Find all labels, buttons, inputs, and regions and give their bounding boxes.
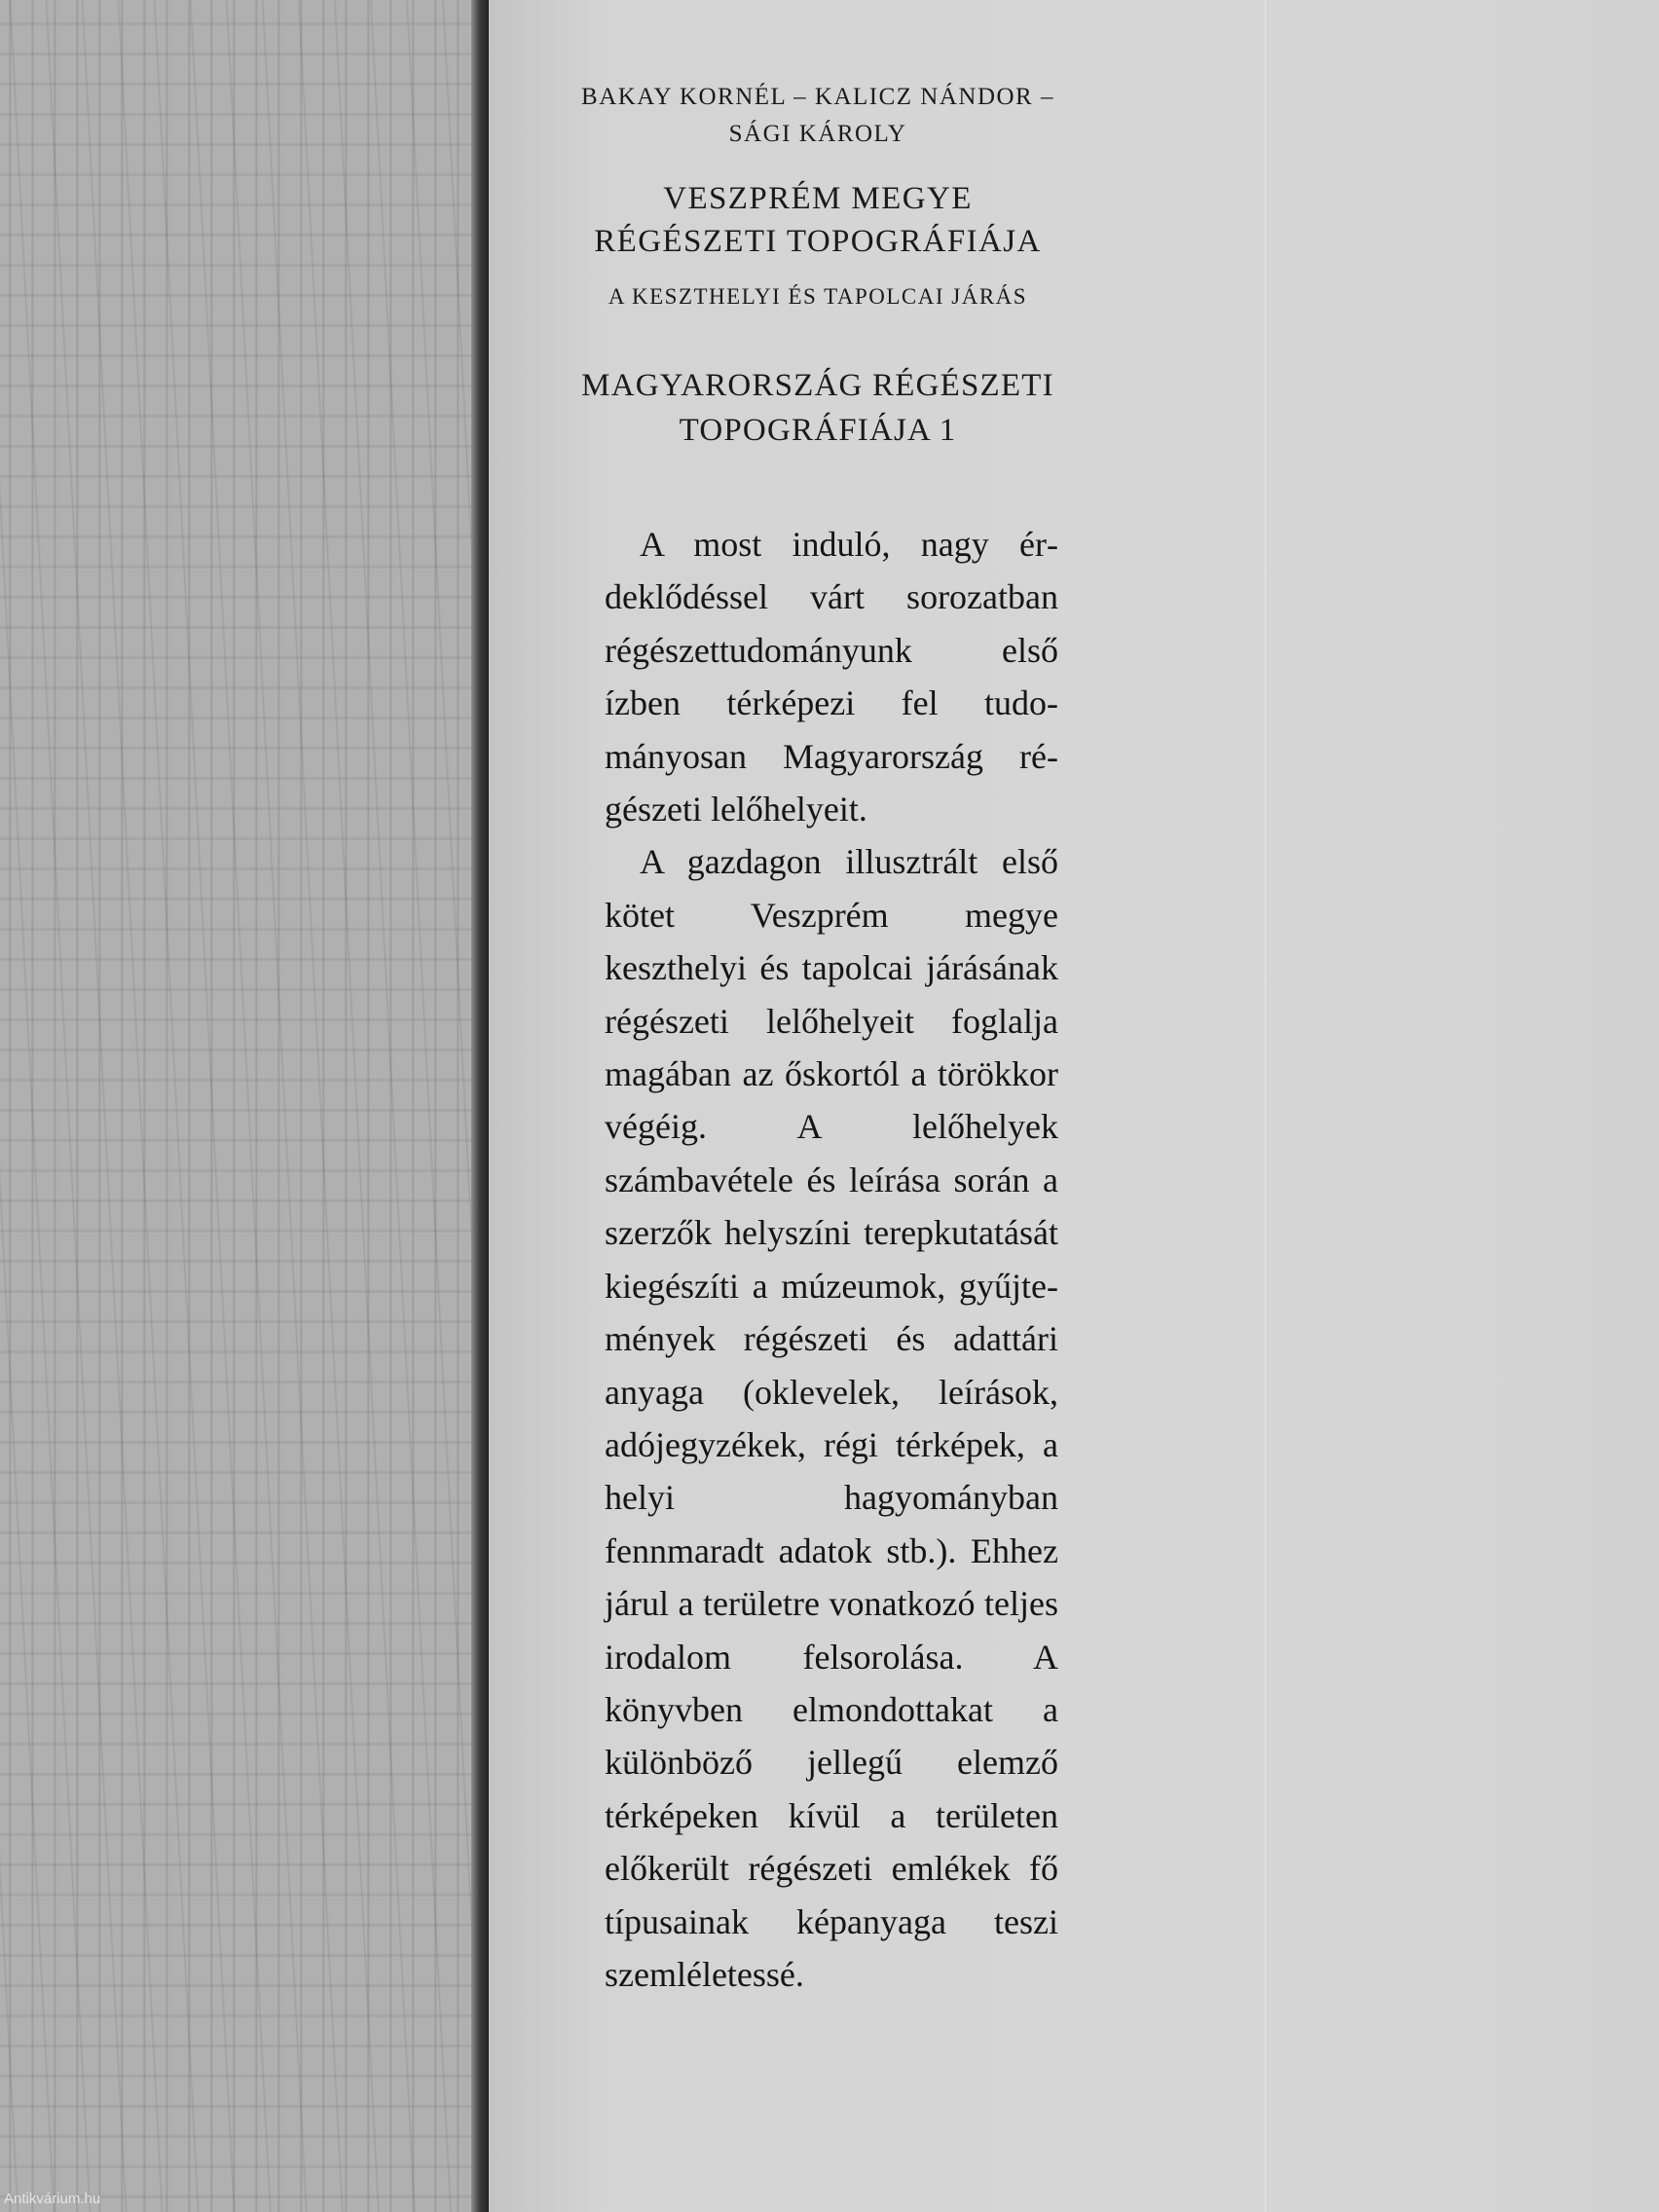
page-gap-shadow <box>471 0 491 2212</box>
wood-background <box>0 0 483 2212</box>
title-line-1: VESZPRÉM MEGYE <box>663 181 973 216</box>
description-text <box>605 518 1058 2001</box>
series-title-line-2: TOPOGRÁFIÁJA 1 <box>679 413 957 448</box>
paragraph-2: A gazdagon illusztrált első kötet Veszprém megye keszthelyi és tapolcai járásának régészeti lelőhelyeit foglalja magában az őskortól a törökkor végéig. A lelőhelyek számbavétele és leírása során a szerzők helyszíni terepkutatását kiegészíti a múzeumok, gyűjtemények régészeti és adattári anyaga (oklevelek, leírások, adójegyzékek, régi térképek, a helyi hagyományban fennmaradt adatok stb.). Ehhez járul a területre vonatkozó teljes irodalom felsorolása. A könyvben elmondottakat a különböző jellegű elemző térképeken kívül a területen előkerült régészeti emlékek fő típusainak képanyaga teszi szemléletessé. <box>605 842 1058 1994</box>
authors-line-1: BAKAY KORNÉL – KALICZ NÁNDOR – <box>581 84 1054 110</box>
watermark: Antikvárium.hu <box>4 2191 101 2207</box>
subtitle: A KESZTHELYI ÉS TAPOLCAI JÁRÁS <box>608 284 1028 309</box>
paper-fold-line <box>1264 0 1268 2212</box>
paragraph-1: A most induló, nagy érdeklődéssel várt sorozatban régészettudományunk első ízben térképezi fel tudományosan Magyarország régészeti lelőhelyeit. <box>605 525 1058 830</box>
authors-line-2: SÁGI KÁROLY <box>728 121 907 147</box>
title-line-2: RÉGÉSZETI TOPOGRÁFIÁJA <box>594 224 1042 259</box>
series-title-line-1: MAGYARORSZÁG RÉGÉSZETI <box>581 368 1054 403</box>
